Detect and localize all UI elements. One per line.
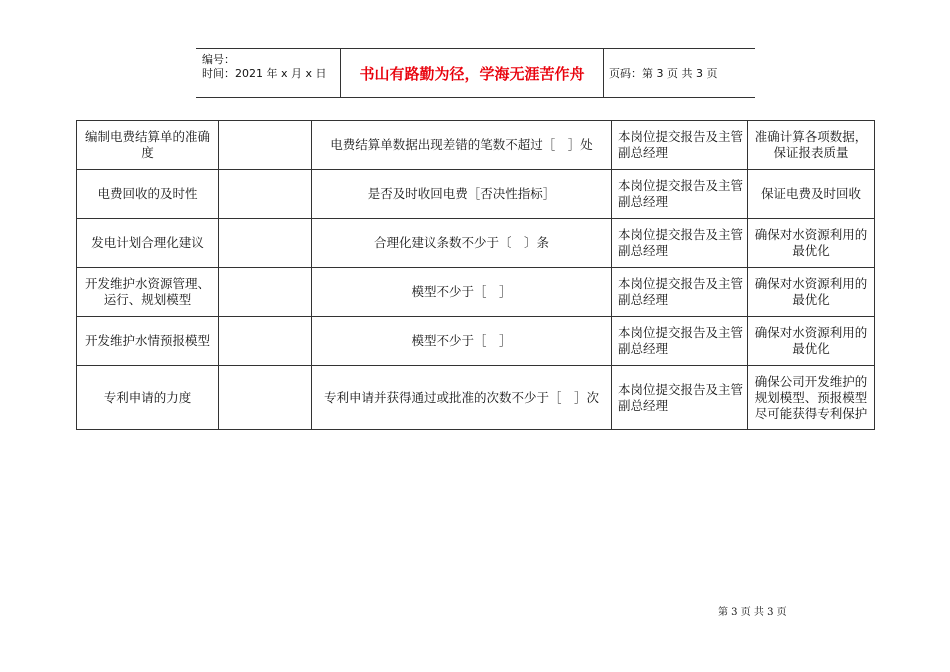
standard-cell: 是否及时收回电费［否决性指标］ xyxy=(312,170,612,219)
standard-cell: 电费结算单数据出现差错的笔数不超过［ ］处 xyxy=(312,121,612,170)
standard-cell: 模型不少于［ ］ xyxy=(312,268,612,317)
report-cell: 本岗位提交报告及主管副总经理 xyxy=(612,219,748,268)
purpose-cell: 保证电费及时回收 xyxy=(748,170,875,219)
report-cell: 本岗位提交报告及主管副总经理 xyxy=(612,170,748,219)
header-right-cell xyxy=(603,49,755,97)
table-row xyxy=(77,219,875,268)
table-row xyxy=(77,366,875,430)
blank-cell xyxy=(219,268,312,317)
indicator-cell: 开发维护水情预报模型 xyxy=(77,317,219,366)
purpose-cell: 确保对水资源利用的最优化 xyxy=(748,268,875,317)
blank-cell xyxy=(219,317,312,366)
page-header xyxy=(196,48,755,98)
header-left-cell xyxy=(196,49,340,97)
indicator-cell: 开发维护水资源管理、运行、规划模型 xyxy=(77,268,219,317)
blank-cell xyxy=(219,219,312,268)
report-cell: 本岗位提交报告及主管副总经理 xyxy=(612,121,748,170)
page-code-label: 页码：第 3 页 共 3 页 xyxy=(609,67,718,80)
purpose-cell: 准确计算各项数据，保证报表质量 xyxy=(748,121,875,170)
table-row xyxy=(77,317,875,366)
standard-cell: 合理化建议条数不少于〔 〕条 xyxy=(312,219,612,268)
blank-cell xyxy=(219,170,312,219)
indicator-cell: 专利申请的力度 xyxy=(77,366,219,430)
standard-cell: 专利申请并获得通过或批准的次数不少于［ ］次 xyxy=(312,366,612,430)
document-number-label: 编号： xyxy=(202,53,235,66)
table-row xyxy=(77,170,875,219)
purpose-cell: 确保公司开发维护的规划模型、预报模型尽可能获得专利保护 xyxy=(748,366,875,430)
header-motto-cell xyxy=(340,49,604,97)
table-row xyxy=(77,268,875,317)
kpi-table xyxy=(76,120,875,430)
blank-cell xyxy=(219,366,312,430)
report-cell: 本岗位提交报告及主管副总经理 xyxy=(612,317,748,366)
table-row xyxy=(77,121,875,170)
purpose-cell: 确保对水资源利用的最优化 xyxy=(748,219,875,268)
indicator-cell: 编制电费结算单的准确度 xyxy=(77,121,219,170)
standard-cell: 模型不少于［ ］ xyxy=(312,317,612,366)
report-cell: 本岗位提交报告及主管副总经理 xyxy=(612,268,748,317)
motto-text: 书山有路勤为径，学海无涯苦作舟 xyxy=(359,65,585,83)
blank-cell xyxy=(219,121,312,170)
report-cell: 本岗位提交报告及主管副总经理 xyxy=(612,366,748,430)
document-time-label: 时间：2021 年 x 月 x 日 xyxy=(202,67,327,80)
page-footer: 第 3 页 共 3 页 xyxy=(718,607,787,618)
purpose-cell: 确保对水资源利用的最优化 xyxy=(748,317,875,366)
indicator-cell: 发电计划合理化建议 xyxy=(77,219,219,268)
indicator-cell: 电费回收的及时性 xyxy=(77,170,219,219)
